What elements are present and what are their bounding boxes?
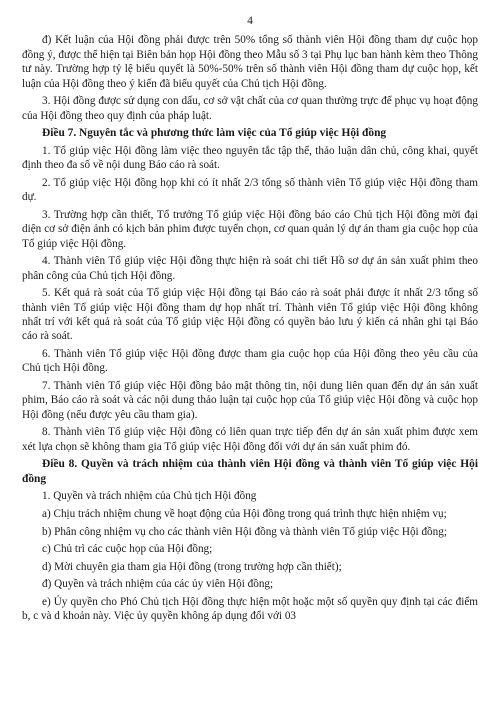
article-8-item-e: e) Ủy quyền cho Phó Chủ tịch Hội đồng thực hiện một hoặc một số quyền quy định tại các điểm b, c và d khoản này. Việc ủy quyền không áp dụng đối với 03 xyxy=(22,596,478,623)
article-8-item-b: b) Phân công nhiệm vụ cho các thành viên Hội đồng và thành viên Tổ giúp việc Hội đồng; xyxy=(42,525,447,538)
article-8-item-d: d) Mời chuyên gia tham gia Hội đồng (trong trường hợp cần thiết); xyxy=(42,560,342,573)
article-8-item-dd: đ) Quyền và trách nhiệm của các ủy viên Hội đồng; xyxy=(42,578,274,591)
article-7-clause-1: 1. Tổ giúp việc Hội đồng làm việc theo nguyên tắc tập thể, thảo luận dân chủ, công khai, quyết định theo đa số về nội dung Báo cáo rà soát. xyxy=(22,144,478,172)
paragraph-conclusion-rule: đ) Kết luận của Hội đồng phải được trên 50% tổng số thành viên Hội đồng tham dự cuộc họp đồng ý, được thể hiện tại Biên bản họp Hội đồng theo Mẫu số 3 tại Phụ lục ban hành kèm theo Thông tư này. Trường hợp tỷ lệ biểu quyết là 50%-50% trên số thành viên Hội đồng tham dự cuộc họp, kết luận của Hội đồng theo ý kiến đã biểu quyết của Chủ tịch Hội đồng. xyxy=(22,34,478,90)
article-8-item-c: c) Chủ trì các cuộc họp của Hội đồng; xyxy=(42,543,213,556)
article-8-clause-1: 1. Quyền và trách nhiệm của Chủ tịch Hội đồng xyxy=(42,490,257,503)
article-7-clause-4: 4. Thành viên Tổ giúp việc Hội đồng thực hiện rà soát chi tiết Hồ sơ dự án sản xuất phim theo phân công của Chủ tịch Hội đồng. xyxy=(22,255,478,282)
article-7-clause-6: 6. Thành viên Tổ giúp việc Hội đồng được tham gia cuộc họp của Hội đồng theo yêu cầu của Chủ tịch Hội đồng. xyxy=(22,348,478,375)
article-8-heading: Điều 8. Quyền và trách nhiệm của thành viên Hội đồng và thành viên Tổ giúp việc Hội đồng xyxy=(22,458,478,485)
paragraph-seal-facilities: 3. Hội đồng được sử dụng con dấu, cơ sở vật chất của cơ quan thường trực để phục vụ hoạt động của Hội đồng theo quy định của pháp luật. xyxy=(22,95,478,122)
article-8-item-a: a) Chịu trách nhiệm chung về hoạt động của Hội đồng trong quá trình thực hiện nhiệm vụ; xyxy=(42,508,447,521)
article-7-clause-7: 7. Thành viên Tổ giúp việc Hội đồng bảo mật thông tin, nội dung liên quan đến dự án sản xuất phim, Báo cáo rà soát và các nội dung thảo luận tại cuộc họp của Tổ giúp việc Hội đồng và cuộc họp Hội đồng (nếu được yêu cầu tham gia). xyxy=(22,380,478,421)
page-number: 4 xyxy=(247,15,253,27)
article-7-clause-8: 8. Thành viên Tổ giúp việc Hội đồng có liên quan trực tiếp đến dự án sản xuất phim được xem xét lựa chọn sẽ không tham gia Tổ giúp việc Hội đồng đối với dự án sản xuất phim đó. xyxy=(22,426,478,453)
article-7-heading: Điều 7. Nguyên tắc và phương thức làm việc của Tổ giúp việc Hội đồng xyxy=(42,127,387,140)
article-7-clause-5: 5. Kết quả rà soát của Tổ giúp việc Hội đồng tại Báo cáo rà soát phải được ít nhất 2/3 tổng số thành viên Tổ giúp việc Hội đồng tham dự họp nhất trí. Thành viên Tổ giúp việc Hội đồng không nhất trí với kết quả rà soát của Tổ giúp việc Hội đồng có quyền bảo lưu ý kiến cá nhân ghi tại Báo cáo rà soát. xyxy=(22,287,478,343)
article-7-clause-3: 3. Trường hợp cần thiết, Tổ trưởng Tổ giúp việc Hội đồng báo cáo Chủ tịch Hội đồng mời đại diện cơ sở điện ảnh có kịch bản phim được tuyển chọn, cơ quan quản lý dự án tham gia cuộc họp của Tổ giúp việc Hội đồng. xyxy=(22,208,478,250)
article-7-clause-2: 2. Tổ giúp việc Hội đồng họp khi có ít nhất 2/3 tổng số thành viên Tổ giúp việc Hội đồng tham dự. xyxy=(22,176,478,204)
